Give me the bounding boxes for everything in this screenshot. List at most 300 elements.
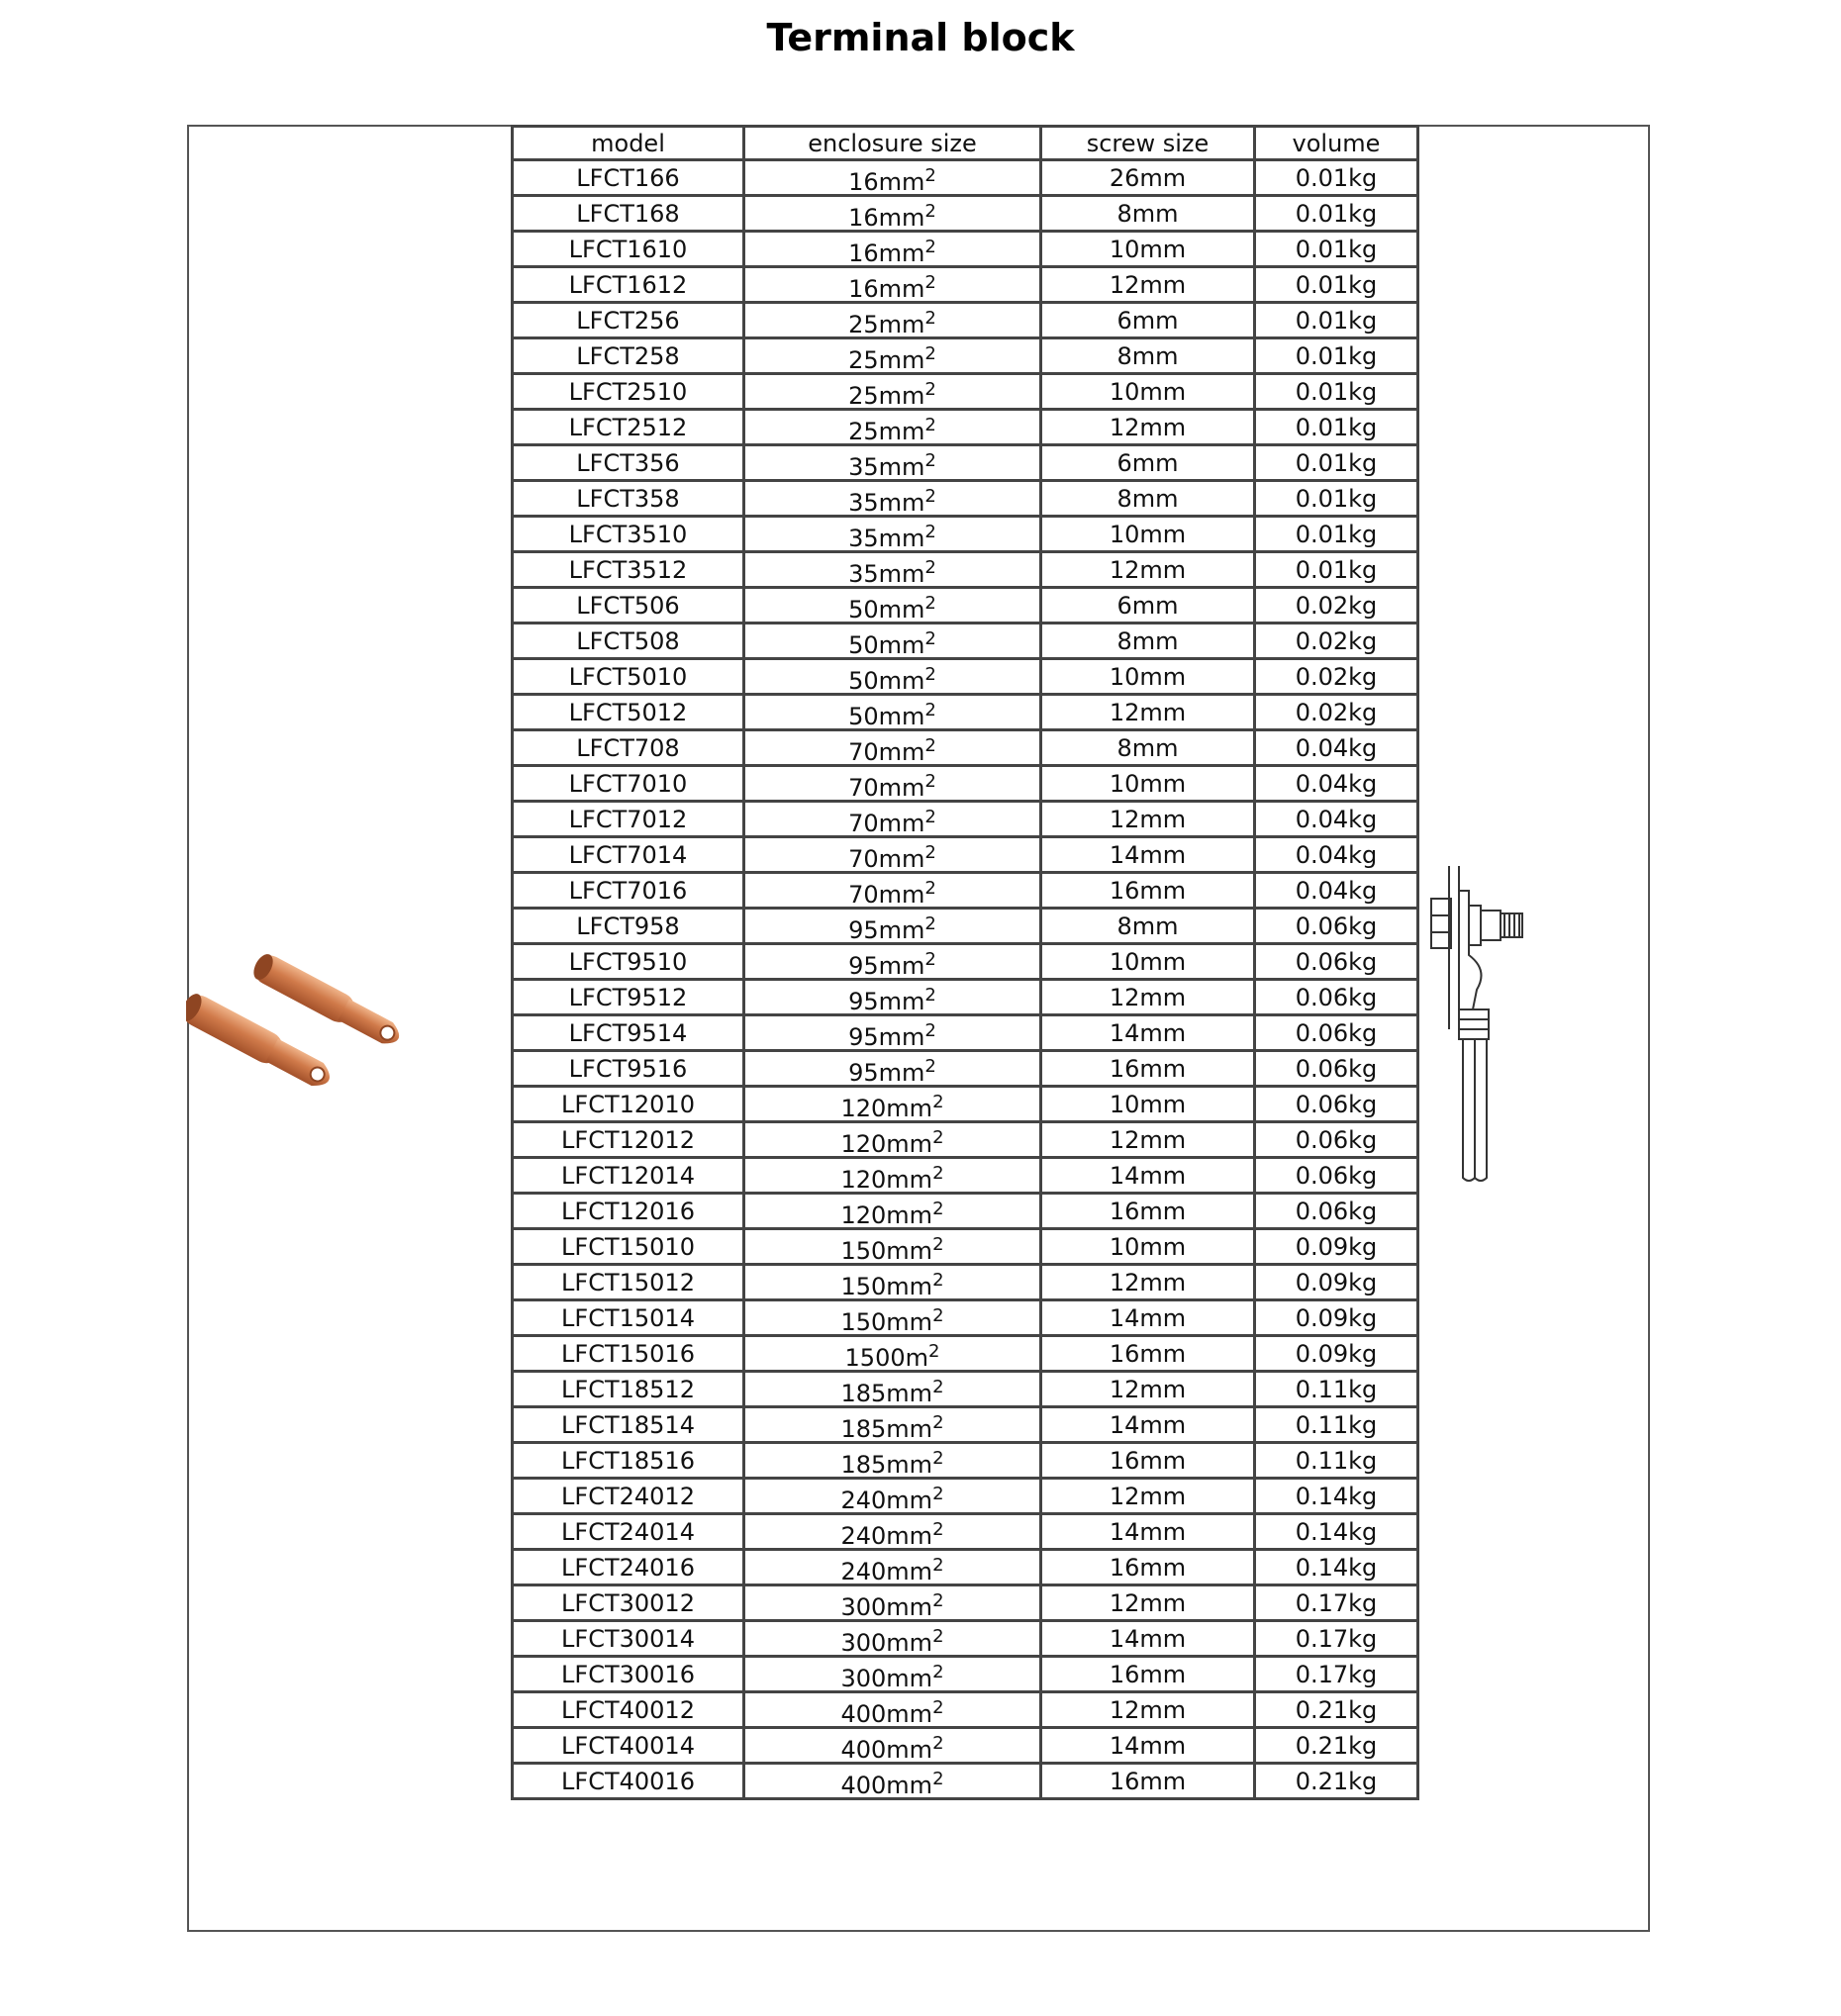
table-row xyxy=(513,695,1418,730)
spec-table xyxy=(511,125,1419,1800)
cell-enclosure-size xyxy=(744,1621,1041,1657)
header-screw-size: screw size xyxy=(1041,127,1255,160)
enclosure-size-superscript: 2 xyxy=(924,556,936,578)
cell-screw-size: 14mm xyxy=(1041,1728,1255,1764)
table-row xyxy=(513,588,1418,624)
enclosure-size-value: 120mm xyxy=(840,1129,933,1158)
enclosure-size-superscript: 2 xyxy=(924,663,936,685)
cell-volume: 0.01kg xyxy=(1255,517,1418,552)
cell-screw-size: 10mm xyxy=(1041,374,1255,410)
cell-model: LFCT5010 xyxy=(513,659,744,695)
cell-enclosure-size xyxy=(744,1728,1041,1764)
cell-volume: 0.04kg xyxy=(1255,802,1418,837)
cell-screw-size: 14mm xyxy=(1041,1300,1255,1336)
cell-screw-size: 14mm xyxy=(1041,1514,1255,1550)
table-row xyxy=(513,837,1418,873)
cell-model: LFCT9516 xyxy=(513,1051,744,1087)
cell-volume: 0.06kg xyxy=(1255,909,1418,944)
enclosure-size-value: 120mm xyxy=(840,1094,933,1122)
enclosure-size-value: 50mm xyxy=(848,595,925,624)
enclosure-size-superscript: 2 xyxy=(932,1696,944,1718)
cell-screw-size: 14mm xyxy=(1041,1407,1255,1443)
cell-enclosure-size xyxy=(744,1514,1041,1550)
cell-enclosure-size xyxy=(744,730,1041,766)
enclosure-size-value: 70mm xyxy=(848,737,925,766)
enclosure-size-value: 240mm xyxy=(840,1486,933,1514)
table-row xyxy=(513,1657,1418,1692)
enclosure-size-value: 95mm xyxy=(848,1058,925,1087)
cell-model: LFCT18512 xyxy=(513,1372,744,1407)
cell-volume: 0.09kg xyxy=(1255,1229,1418,1265)
cell-model: LFCT2512 xyxy=(513,410,744,445)
cell-screw-size: 6mm xyxy=(1041,588,1255,624)
cell-enclosure-size xyxy=(744,1087,1041,1122)
enclosure-size-superscript: 2 xyxy=(932,1518,944,1540)
cell-volume: 0.09kg xyxy=(1255,1265,1418,1300)
cell-volume: 0.04kg xyxy=(1255,766,1418,802)
enclosure-size-value: 16mm xyxy=(848,239,925,267)
cell-enclosure-size xyxy=(744,1336,1041,1372)
cell-volume: 0.01kg xyxy=(1255,445,1418,481)
cell-enclosure-size xyxy=(744,1657,1041,1692)
cell-model: LFCT12012 xyxy=(513,1122,744,1158)
cell-model: LFCT506 xyxy=(513,588,744,624)
cell-volume: 0.06kg xyxy=(1255,1194,1418,1229)
enclosure-size-superscript: 2 xyxy=(928,1340,940,1362)
cell-enclosure-size xyxy=(744,1585,1041,1621)
cell-enclosure-size xyxy=(744,374,1041,410)
enclosure-size-superscript: 2 xyxy=(924,200,936,222)
cell-enclosure-size xyxy=(744,1194,1041,1229)
cell-enclosure-size xyxy=(744,338,1041,374)
cell-volume: 0.04kg xyxy=(1255,873,1418,909)
cell-volume: 0.06kg xyxy=(1255,1015,1418,1051)
table-row xyxy=(513,944,1418,980)
cell-screw-size: 10mm xyxy=(1041,1229,1255,1265)
cell-model: LFCT168 xyxy=(513,196,744,232)
cell-volume: 0.04kg xyxy=(1255,837,1418,873)
enclosure-size-value: 95mm xyxy=(848,1022,925,1051)
cell-model: LFCT40016 xyxy=(513,1764,744,1799)
cell-screw-size: 8mm xyxy=(1041,909,1255,944)
cell-model: LFCT708 xyxy=(513,730,744,766)
enclosure-size-superscript: 2 xyxy=(932,1269,944,1291)
enclosure-size-value: 300mm xyxy=(840,1664,933,1692)
cell-volume: 0.21kg xyxy=(1255,1728,1418,1764)
enclosure-size-superscript: 2 xyxy=(924,627,936,649)
enclosure-size-value: 95mm xyxy=(848,951,925,980)
enclosure-size-value: 16mm xyxy=(848,203,925,232)
table-row xyxy=(513,1265,1418,1300)
enclosure-size-superscript: 2 xyxy=(924,877,936,899)
enclosure-size-value: 35mm xyxy=(848,524,925,552)
enclosure-size-value: 185mm xyxy=(840,1414,933,1443)
table-row xyxy=(513,517,1418,552)
enclosure-size-superscript: 2 xyxy=(924,948,936,970)
table-row xyxy=(513,1764,1418,1799)
cell-volume: 0.14kg xyxy=(1255,1514,1418,1550)
cell-enclosure-size xyxy=(744,873,1041,909)
enclosure-size-superscript: 2 xyxy=(932,1732,944,1754)
enclosure-size-superscript: 2 xyxy=(932,1162,944,1184)
cell-screw-size: 12mm xyxy=(1041,1122,1255,1158)
cell-volume: 0.06kg xyxy=(1255,980,1418,1015)
enclosure-size-value: 70mm xyxy=(848,880,925,909)
cell-screw-size: 12mm xyxy=(1041,410,1255,445)
cell-screw-size: 10mm xyxy=(1041,232,1255,267)
cell-volume: 0.01kg xyxy=(1255,374,1418,410)
enclosure-size-value: 120mm xyxy=(840,1200,933,1229)
cell-model: LFCT9514 xyxy=(513,1015,744,1051)
cell-model: LFCT24012 xyxy=(513,1479,744,1514)
cell-model: LFCT166 xyxy=(513,160,744,196)
enclosure-size-superscript: 2 xyxy=(932,1304,944,1326)
table-row xyxy=(513,802,1418,837)
enclosure-size-superscript: 2 xyxy=(932,1233,944,1255)
cell-model: LFCT40012 xyxy=(513,1692,744,1728)
cell-model: LFCT3512 xyxy=(513,552,744,588)
lug-bolt-drawing-icon xyxy=(1429,861,1558,1188)
cell-screw-size: 16mm xyxy=(1041,1194,1255,1229)
cell-volume: 0.06kg xyxy=(1255,1087,1418,1122)
enclosure-size-value: 95mm xyxy=(848,987,925,1015)
cell-enclosure-size xyxy=(744,1300,1041,1336)
cell-enclosure-size xyxy=(744,837,1041,873)
cell-volume: 0.06kg xyxy=(1255,944,1418,980)
table-row xyxy=(513,552,1418,588)
table-row xyxy=(513,338,1418,374)
cell-model: LFCT7010 xyxy=(513,766,744,802)
enclosure-size-value: 70mm xyxy=(848,844,925,873)
cell-volume: 0.11kg xyxy=(1255,1407,1418,1443)
table-row xyxy=(513,1051,1418,1087)
cell-volume: 0.17kg xyxy=(1255,1657,1418,1692)
cell-model: LFCT9512 xyxy=(513,980,744,1015)
table-row xyxy=(513,160,1418,196)
table-row xyxy=(513,766,1418,802)
table-row xyxy=(513,1479,1418,1514)
cell-volume: 0.04kg xyxy=(1255,730,1418,766)
cell-enclosure-size xyxy=(744,232,1041,267)
cell-model: LFCT30014 xyxy=(513,1621,744,1657)
enclosure-size-value: 25mm xyxy=(848,345,925,374)
enclosure-size-value: 240mm xyxy=(840,1521,933,1550)
table-row xyxy=(513,374,1418,410)
enclosure-size-value: 400mm xyxy=(840,1771,933,1799)
enclosure-size-value: 50mm xyxy=(848,666,925,695)
cell-model: LFCT5012 xyxy=(513,695,744,730)
table-row xyxy=(513,1692,1418,1728)
cell-model: LFCT258 xyxy=(513,338,744,374)
enclosure-size-superscript: 2 xyxy=(932,1198,944,1219)
enclosure-size-value: 25mm xyxy=(848,310,925,338)
cell-enclosure-size xyxy=(744,267,1041,303)
enclosure-size-value: 150mm xyxy=(840,1307,933,1336)
enclosure-size-value: 300mm xyxy=(840,1592,933,1621)
cell-enclosure-size xyxy=(744,588,1041,624)
cell-screw-size: 12mm xyxy=(1041,980,1255,1015)
enclosure-size-superscript: 2 xyxy=(924,485,936,507)
cell-screw-size: 12mm xyxy=(1041,695,1255,730)
cell-model: LFCT12014 xyxy=(513,1158,744,1194)
table-row xyxy=(513,1087,1418,1122)
cell-enclosure-size xyxy=(744,1051,1041,1087)
table-row xyxy=(513,909,1418,944)
cell-enclosure-size xyxy=(744,980,1041,1015)
cell-screw-size: 16mm xyxy=(1041,1051,1255,1087)
cell-screw-size: 14mm xyxy=(1041,1158,1255,1194)
cell-volume: 0.02kg xyxy=(1255,695,1418,730)
enclosure-size-superscript: 2 xyxy=(924,912,936,934)
enclosure-size-superscript: 2 xyxy=(924,236,936,257)
enclosure-size-superscript: 2 xyxy=(932,1589,944,1611)
enclosure-size-value: 35mm xyxy=(848,559,925,588)
cell-volume: 0.21kg xyxy=(1255,1764,1418,1799)
enclosure-size-value: 185mm xyxy=(840,1450,933,1479)
cell-enclosure-size xyxy=(744,410,1041,445)
header-model: model xyxy=(513,127,744,160)
enclosure-size-superscript: 2 xyxy=(924,984,936,1006)
enclosure-size-superscript: 2 xyxy=(924,841,936,863)
table-row xyxy=(513,303,1418,338)
enclosure-size-superscript: 2 xyxy=(924,1019,936,1041)
cell-screw-size: 8mm xyxy=(1041,730,1255,766)
cell-model: LFCT9510 xyxy=(513,944,744,980)
cell-model: LFCT508 xyxy=(513,624,744,659)
cell-volume: 0.06kg xyxy=(1255,1122,1418,1158)
enclosure-size-superscript: 2 xyxy=(924,164,936,186)
cell-screw-size: 12mm xyxy=(1041,1372,1255,1407)
cell-enclosure-size xyxy=(744,445,1041,481)
cell-screw-size: 12mm xyxy=(1041,1265,1255,1300)
enclosure-size-superscript: 2 xyxy=(924,1055,936,1077)
cell-volume: 0.11kg xyxy=(1255,1443,1418,1479)
cell-screw-size: 16mm xyxy=(1041,1657,1255,1692)
cell-model: LFCT2510 xyxy=(513,374,744,410)
cell-screw-size: 10mm xyxy=(1041,659,1255,695)
enclosure-size-superscript: 2 xyxy=(932,1376,944,1397)
table-row xyxy=(513,1158,1418,1194)
enclosure-size-value: 35mm xyxy=(848,452,925,481)
enclosure-size-superscript: 2 xyxy=(924,521,936,542)
cell-volume: 0.06kg xyxy=(1255,1051,1418,1087)
cell-enclosure-size xyxy=(744,802,1041,837)
cell-model: LFCT12016 xyxy=(513,1194,744,1229)
enclosure-size-superscript: 2 xyxy=(924,699,936,720)
enclosure-size-superscript: 2 xyxy=(924,342,936,364)
enclosure-size-value: 400mm xyxy=(840,1699,933,1728)
cell-enclosure-size xyxy=(744,1692,1041,1728)
cell-model: LFCT1612 xyxy=(513,267,744,303)
cell-volume: 0.02kg xyxy=(1255,624,1418,659)
table-row xyxy=(513,1229,1418,1265)
enclosure-size-value: 300mm xyxy=(840,1628,933,1657)
cell-model: LFCT356 xyxy=(513,445,744,481)
cell-model: LFCT40014 xyxy=(513,1728,744,1764)
enclosure-size-superscript: 2 xyxy=(924,806,936,827)
cell-screw-size: 8mm xyxy=(1041,338,1255,374)
cell-volume: 0.01kg xyxy=(1255,338,1418,374)
cell-enclosure-size xyxy=(744,624,1041,659)
table-row xyxy=(513,730,1418,766)
cell-screw-size: 12mm xyxy=(1041,802,1255,837)
table-row xyxy=(513,1585,1418,1621)
enclosure-size-value: 35mm xyxy=(848,488,925,517)
enclosure-size-value: 70mm xyxy=(848,809,925,837)
table-row xyxy=(513,1300,1418,1336)
cell-volume: 0.01kg xyxy=(1255,410,1418,445)
cell-screw-size: 16mm xyxy=(1041,873,1255,909)
enclosure-size-superscript: 2 xyxy=(932,1411,944,1433)
cell-enclosure-size xyxy=(744,1443,1041,1479)
cell-model: LFCT18516 xyxy=(513,1443,744,1479)
cell-volume: 0.11kg xyxy=(1255,1372,1418,1407)
cell-model: LFCT358 xyxy=(513,481,744,517)
enclosure-size-value: 120mm xyxy=(840,1165,933,1194)
enclosure-size-value: 185mm xyxy=(840,1379,933,1407)
cell-screw-size: 10mm xyxy=(1041,1087,1255,1122)
cell-volume: 0.02kg xyxy=(1255,588,1418,624)
cell-volume: 0.21kg xyxy=(1255,1692,1418,1728)
cell-volume: 0.17kg xyxy=(1255,1621,1418,1657)
enclosure-size-value: 25mm xyxy=(848,381,925,410)
cell-volume: 0.01kg xyxy=(1255,196,1418,232)
cell-volume: 0.09kg xyxy=(1255,1336,1418,1372)
enclosure-size-superscript: 2 xyxy=(932,1768,944,1789)
enclosure-size-superscript: 2 xyxy=(932,1661,944,1682)
cell-enclosure-size xyxy=(744,944,1041,980)
enclosure-size-superscript: 2 xyxy=(924,734,936,756)
table-row xyxy=(513,232,1418,267)
enclosure-size-value: 50mm xyxy=(848,630,925,659)
enclosure-size-value: 240mm xyxy=(840,1557,933,1585)
cell-model: LFCT30016 xyxy=(513,1657,744,1692)
cell-screw-size: 6mm xyxy=(1041,303,1255,338)
cell-volume: 0.01kg xyxy=(1255,481,1418,517)
table-body xyxy=(513,160,1418,1799)
table-row xyxy=(513,1372,1418,1407)
cell-model: LFCT1610 xyxy=(513,232,744,267)
enclosure-size-superscript: 2 xyxy=(924,449,936,471)
table-row xyxy=(513,445,1418,481)
enclosure-size-superscript: 2 xyxy=(924,414,936,435)
cell-screw-size: 16mm xyxy=(1041,1443,1255,1479)
cell-enclosure-size xyxy=(744,766,1041,802)
cell-volume: 0.14kg xyxy=(1255,1550,1418,1585)
cell-enclosure-size xyxy=(744,1407,1041,1443)
cell-screw-size: 8mm xyxy=(1041,196,1255,232)
cell-screw-size: 6mm xyxy=(1041,445,1255,481)
cell-volume: 0.09kg xyxy=(1255,1300,1418,1336)
copper-lug-photo-icon xyxy=(186,938,455,1116)
table-row xyxy=(513,1514,1418,1550)
cell-screw-size: 12mm xyxy=(1041,552,1255,588)
table-row xyxy=(513,481,1418,517)
cell-model: LFCT15010 xyxy=(513,1229,744,1265)
cell-model: LFCT15016 xyxy=(513,1336,744,1372)
enclosure-size-superscript: 2 xyxy=(924,592,936,614)
cell-volume: 0.01kg xyxy=(1255,267,1418,303)
table-row xyxy=(513,873,1418,909)
cell-model: LFCT256 xyxy=(513,303,744,338)
enclosure-size-value: 16mm xyxy=(848,167,925,196)
cell-model: LFCT3510 xyxy=(513,517,744,552)
cell-enclosure-size xyxy=(744,160,1041,196)
cell-screw-size: 12mm xyxy=(1041,1585,1255,1621)
table-row xyxy=(513,1550,1418,1585)
cell-enclosure-size xyxy=(744,695,1041,730)
cell-screw-size: 12mm xyxy=(1041,267,1255,303)
cell-model: LFCT18514 xyxy=(513,1407,744,1443)
table-row xyxy=(513,1621,1418,1657)
cell-enclosure-size xyxy=(744,659,1041,695)
cell-enclosure-size xyxy=(744,1372,1041,1407)
cell-screw-size: 14mm xyxy=(1041,1015,1255,1051)
cell-model: LFCT30012 xyxy=(513,1585,744,1621)
cell-screw-size: 12mm xyxy=(1041,1479,1255,1514)
table-row xyxy=(513,1122,1418,1158)
enclosure-size-superscript: 2 xyxy=(924,378,936,400)
enclosure-size-value: 400mm xyxy=(840,1735,933,1764)
cell-volume: 0.02kg xyxy=(1255,659,1418,695)
cell-volume: 0.01kg xyxy=(1255,160,1418,196)
enclosure-size-superscript: 2 xyxy=(932,1447,944,1469)
cell-enclosure-size xyxy=(744,481,1041,517)
cell-screw-size: 16mm xyxy=(1041,1550,1255,1585)
cell-screw-size: 16mm xyxy=(1041,1764,1255,1799)
cell-screw-size: 14mm xyxy=(1041,1621,1255,1657)
table-row xyxy=(513,624,1418,659)
table-row xyxy=(513,1015,1418,1051)
enclosure-size-superscript: 2 xyxy=(924,307,936,329)
enclosure-size-value: 16mm xyxy=(848,274,925,303)
enclosure-size-value: 25mm xyxy=(848,417,925,445)
table-row xyxy=(513,1336,1418,1372)
cell-model: LFCT15012 xyxy=(513,1265,744,1300)
table-row xyxy=(513,1194,1418,1229)
enclosure-size-value: 150mm xyxy=(840,1272,933,1300)
cell-screw-size: 14mm xyxy=(1041,837,1255,873)
cell-model: LFCT12010 xyxy=(513,1087,744,1122)
cell-enclosure-size xyxy=(744,1550,1041,1585)
header-volume: volume xyxy=(1255,127,1418,160)
cell-model: LFCT24016 xyxy=(513,1550,744,1585)
cell-screw-size: 12mm xyxy=(1041,1692,1255,1728)
cell-model: LFCT7016 xyxy=(513,873,744,909)
table-row xyxy=(513,410,1418,445)
cell-enclosure-size xyxy=(744,303,1041,338)
enclosure-size-value: 1500m xyxy=(844,1343,928,1372)
table-row xyxy=(513,267,1418,303)
cell-enclosure-size xyxy=(744,1265,1041,1300)
table-row xyxy=(513,196,1418,232)
table-row xyxy=(513,980,1418,1015)
page-title: Terminal block xyxy=(766,16,1075,59)
cell-enclosure-size xyxy=(744,1479,1041,1514)
table-row xyxy=(513,1407,1418,1443)
enclosure-size-superscript: 2 xyxy=(924,271,936,293)
table-row xyxy=(513,1443,1418,1479)
cell-enclosure-size xyxy=(744,1122,1041,1158)
cell-volume: 0.01kg xyxy=(1255,303,1418,338)
cell-enclosure-size xyxy=(744,1158,1041,1194)
cell-volume: 0.14kg xyxy=(1255,1479,1418,1514)
cell-volume: 0.17kg xyxy=(1255,1585,1418,1621)
table-row xyxy=(513,1728,1418,1764)
enclosure-size-superscript: 2 xyxy=(932,1126,944,1148)
enclosure-size-value: 70mm xyxy=(848,773,925,802)
cell-screw-size: 26mm xyxy=(1041,160,1255,196)
